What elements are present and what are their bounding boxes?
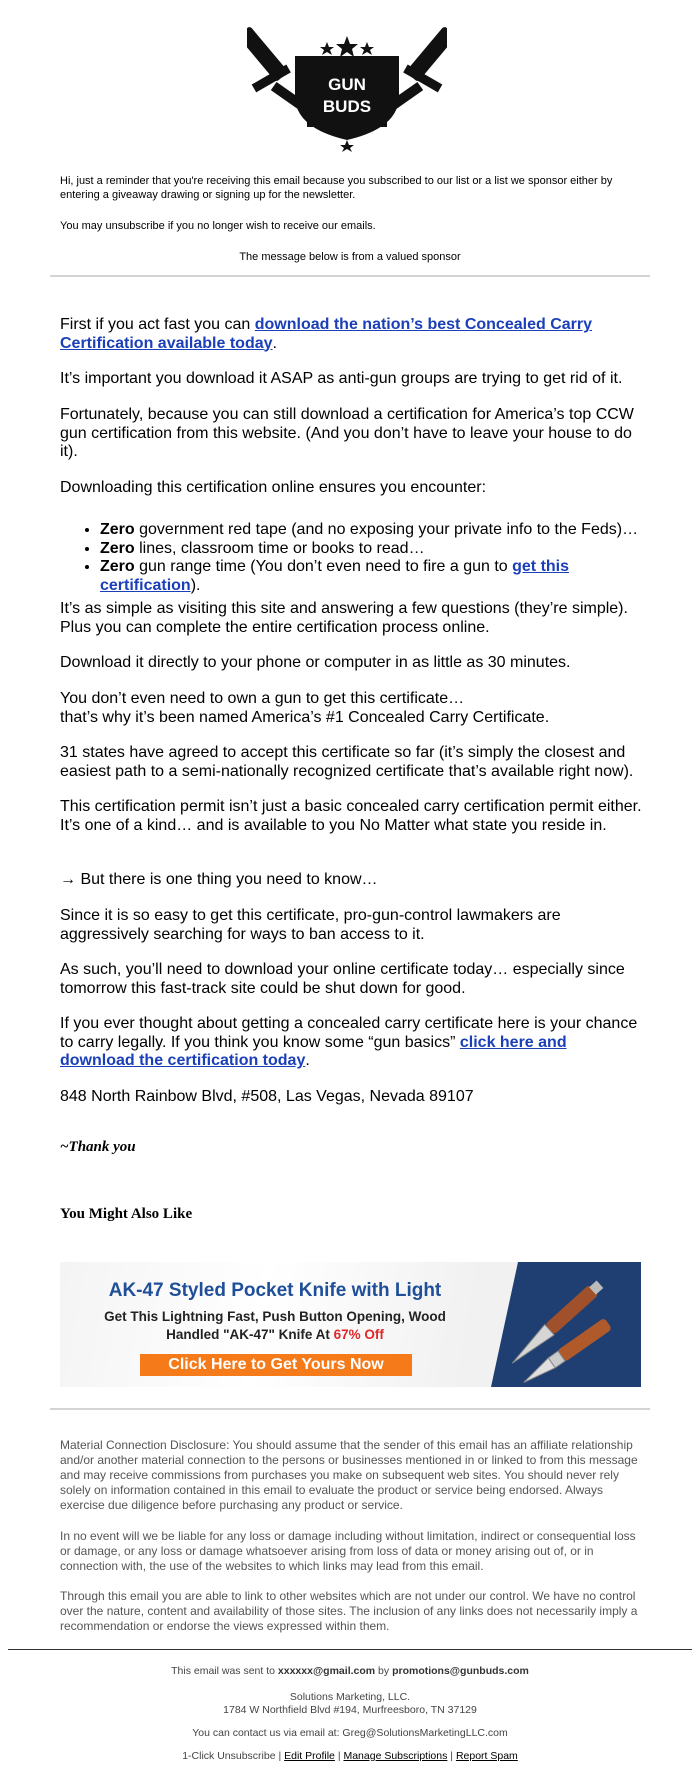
body-p6: Download it directly to your phone or computer in as little as 30 minutes.: [60, 654, 571, 671]
body-p7-line2: that’s why it’s been named America’s #1 Concealed Carry Certificate.: [60, 708, 550, 726]
list-item: [100, 540, 644, 559]
body-p1-text: First if you act fast you can: [60, 316, 255, 333]
one-click-unsubscribe[interactable]: 1-Click Unsubscribe: [182, 1750, 276, 1762]
sponsor-address: 848 North Rainbow Blvd, #508, Las Vegas, Nevada 89107: [60, 1088, 474, 1105]
contact-line: You can contact us via email at: Greg@SolutionsMarketingLLC.com: [192, 1727, 508, 1739]
knife-image: [503, 1268, 633, 1383]
disclosure-liability: In no event will we be liable for any loss or damage including without limitation, indirect or consequential loss or damage, or any loss or damage whatsoever arising from loss of data or money arising out of, or in connection with, the use of the websites to which links may lead from this email.: [60, 1529, 636, 1573]
download-certification-link[interactable]: download the nation’s best Concealed Carry Certification available today: [60, 316, 592, 352]
sponsor-note: The message below is from a valued sponsor: [239, 251, 461, 263]
separator: |: [334, 1750, 344, 1762]
body-p1: [60, 316, 644, 353]
benefits-list: [60, 521, 644, 595]
sent-mid: by: [375, 1665, 393, 1677]
banner-sub-line2: [60, 1326, 490, 1344]
body-p2: It’s important you download it ASAP as anti-gun groups are trying to get rid of it.: [60, 370, 623, 387]
click-here-download-link[interactable]: click here and download the certification today: [60, 1033, 567, 1069]
bullet-bold: Zero: [100, 539, 135, 557]
signoff: ~Thank you: [60, 1139, 136, 1155]
separator: |: [275, 1750, 285, 1762]
company-name: Solutions Marketing, LLC.: [289, 1691, 411, 1703]
bullet-text: government red tape (and no exposing your private info to the Feds)…: [134, 521, 639, 538]
list-item: [100, 558, 644, 595]
bullet-post: ).: [190, 576, 201, 594]
body-p13-post: .: [305, 1052, 310, 1069]
sent-to-line: [0, 1665, 700, 1678]
list-item: [100, 521, 644, 540]
body-p1-post: .: [272, 334, 277, 352]
body-p8: 31 states have agreed to accept this certificate so far (it’s simply the closest and easiest path to a semi-nationally recognized certificate that’s available right now).: [60, 744, 634, 780]
banner-title: AK-47 Styled Pocket Knife with Light: [108, 1280, 442, 1301]
bullet-bold: Zero: [100, 558, 135, 575]
body-p4: Downloading this certification online ensures you encounter:: [60, 479, 487, 496]
gunbuds-logo: [247, 16, 447, 152]
body-p13-text: If you ever thought about getting a concealed carry certificate here is your chance to carry legally. If you think you know some “gun basics”: [60, 1015, 638, 1051]
discount-text: 67% Off: [333, 1327, 384, 1342]
separator: |: [447, 1750, 456, 1762]
body-p11: Since it is so easy to get this certificate, pro-gun-control lawmakers are aggressively searching for ways to ban access to it.: [60, 907, 561, 943]
manage-subscriptions-link[interactable]: Manage Subscriptions: [343, 1750, 448, 1762]
disclosure-material: Material Connection Disclosure: You should assume that the sender of this email has an affiliate relationship and/or another material connection to the persons or businesses mentioned in or linked to from this message and may receive commissions from purchases you make on subsequent web sites. You should never rely solely on information contained in this email to evaluate the product or service being endorsed. Always exercise due diligence before purchasing any product or service.: [60, 1438, 638, 1512]
body-p5: It’s as simple as visiting this site and answering a few questions (they’re simple). Plus you can complete the entire certification process online.: [60, 600, 628, 636]
banner-sub-line2-text: Handled "AK-47" Knife At: [166, 1327, 334, 1342]
divider: [50, 275, 650, 277]
body-p10: → But there is one thing you need to know…: [60, 871, 378, 888]
body-p9: This certification permit isn’t just a basic concealed carry certification permit either. It’s one of a kind… and is available to you No Matter what state you reside in.: [60, 798, 642, 834]
get-certification-link[interactable]: get this certification: [100, 558, 570, 594]
sent-pre: This email was sent to: [171, 1665, 278, 1677]
body-p7-line1: You don’t even need to own a gun to get this certificate…: [60, 690, 465, 707]
sender-email: promotions@gunbuds.com: [392, 1665, 529, 1677]
body-p3: Fortunately, because you can still download a certification for America’s top CCW gun certification from this website. (And you don’t have to leave your house to do it).: [60, 406, 634, 460]
banner-subtitle: [60, 1308, 490, 1344]
banner-cta-button[interactable]: Click Here to Get Yours Now: [140, 1354, 412, 1376]
body-p12: As such, you’ll need to download your online certificate today… especially since tomorrow this fast-track site could be shut down for good.: [60, 961, 625, 997]
knife-ad-banner[interactable]: [60, 1262, 641, 1387]
disclosure-links: Through this email you are able to link to other websites which are not under our control. We have no control over the nature, content and availability of those sites. The inclusion of any links does not necessarily imply a recommendation or endorse the views expressed within them.: [60, 1589, 638, 1633]
divider: [50, 1408, 650, 1410]
banner-sub-line1: Get This Lightning Fast, Push Button Opening, Wood: [104, 1309, 446, 1324]
bullet-text: gun range time (You don’t even need to fire a gun to: [134, 558, 513, 575]
bullet-text: lines, classroom time or books to read…: [134, 539, 425, 557]
logo-line2: BUDS: [322, 97, 372, 116]
report-spam-link[interactable]: Report Spam: [455, 1750, 518, 1762]
unsubscribe-note: You may unsubscribe if you no longer wish to receive our emails.: [60, 220, 376, 232]
edit-profile-link[interactable]: Edit Profile: [284, 1750, 335, 1762]
body-p7: [60, 690, 644, 727]
bullet-bold: Zero: [100, 521, 135, 538]
footer-links: [0, 1750, 700, 1763]
company-address: 1784 W Northfield Blvd #194, Murfreesboro, TN 37129: [223, 1704, 477, 1716]
footer-divider: [8, 1649, 692, 1650]
logo-line1: GUN: [328, 75, 366, 94]
subscription-reminder: Hi, just a reminder that you're receiving this email because you subscribed to our list or a list we sponsor either by entering a giveaway drawing or signing up for the newsletter.: [60, 175, 613, 201]
body-p13: [60, 1015, 644, 1071]
also-like-heading: You Might Also Like: [60, 1206, 193, 1222]
recipient-email: xxxxxx@gmail.com: [277, 1665, 376, 1677]
